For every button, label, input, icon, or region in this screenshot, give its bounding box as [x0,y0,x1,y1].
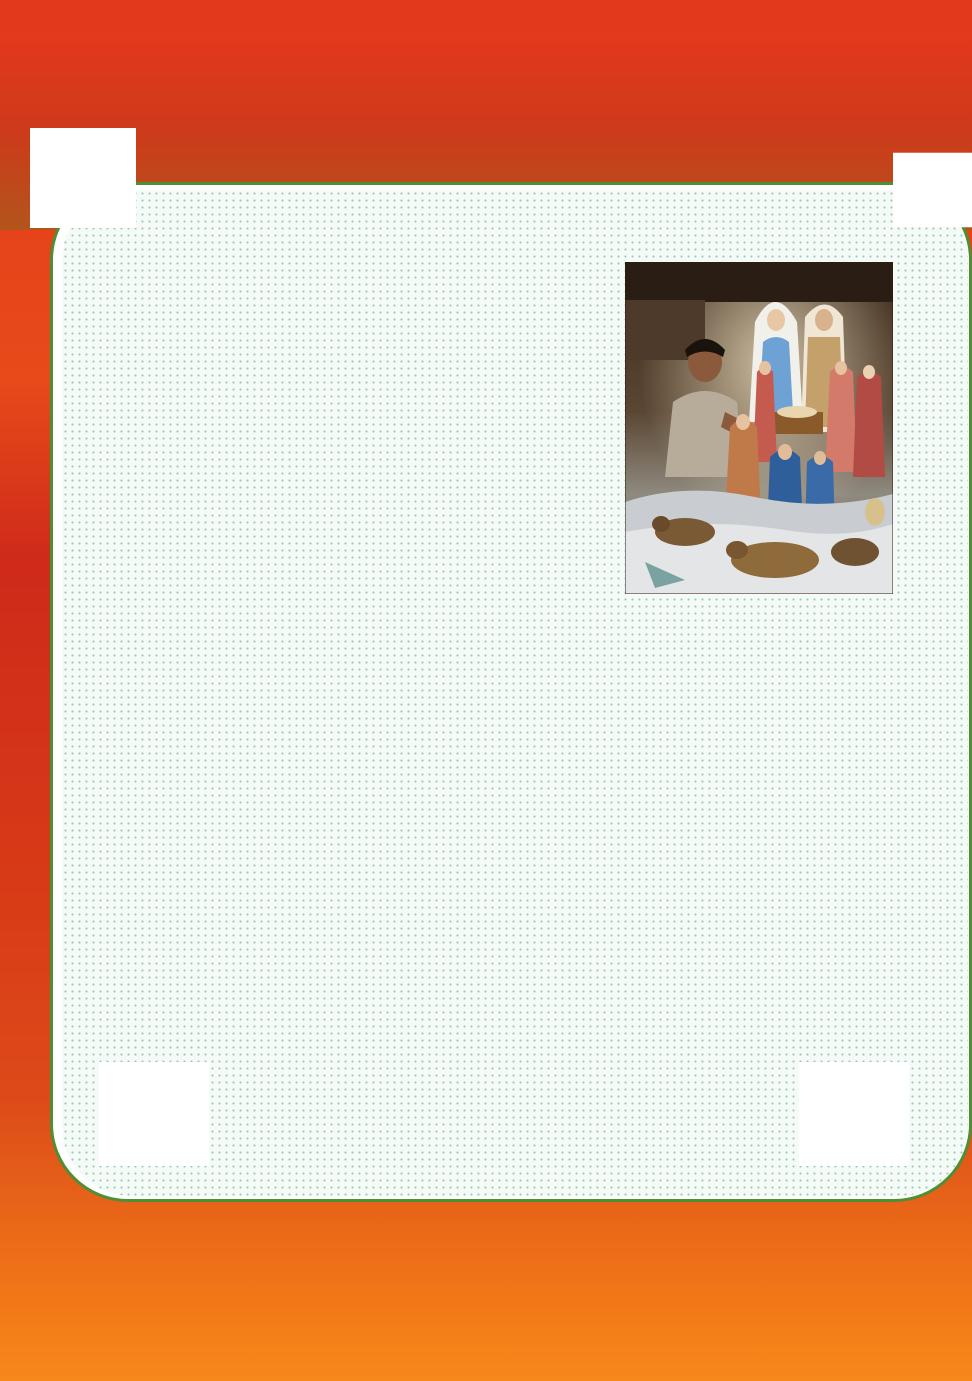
tree-border-bottom [0,1326,972,1381]
christmas-bells-icon [96,1062,212,1166]
nativity-scene-photo [625,262,893,594]
christmas-bells-icon [30,128,136,228]
christmas-bells-icon [796,1062,912,1166]
tree-border-left [0,36,46,1381]
tree-border-top [0,0,972,46]
christmas-bells-icon [893,140,972,240]
